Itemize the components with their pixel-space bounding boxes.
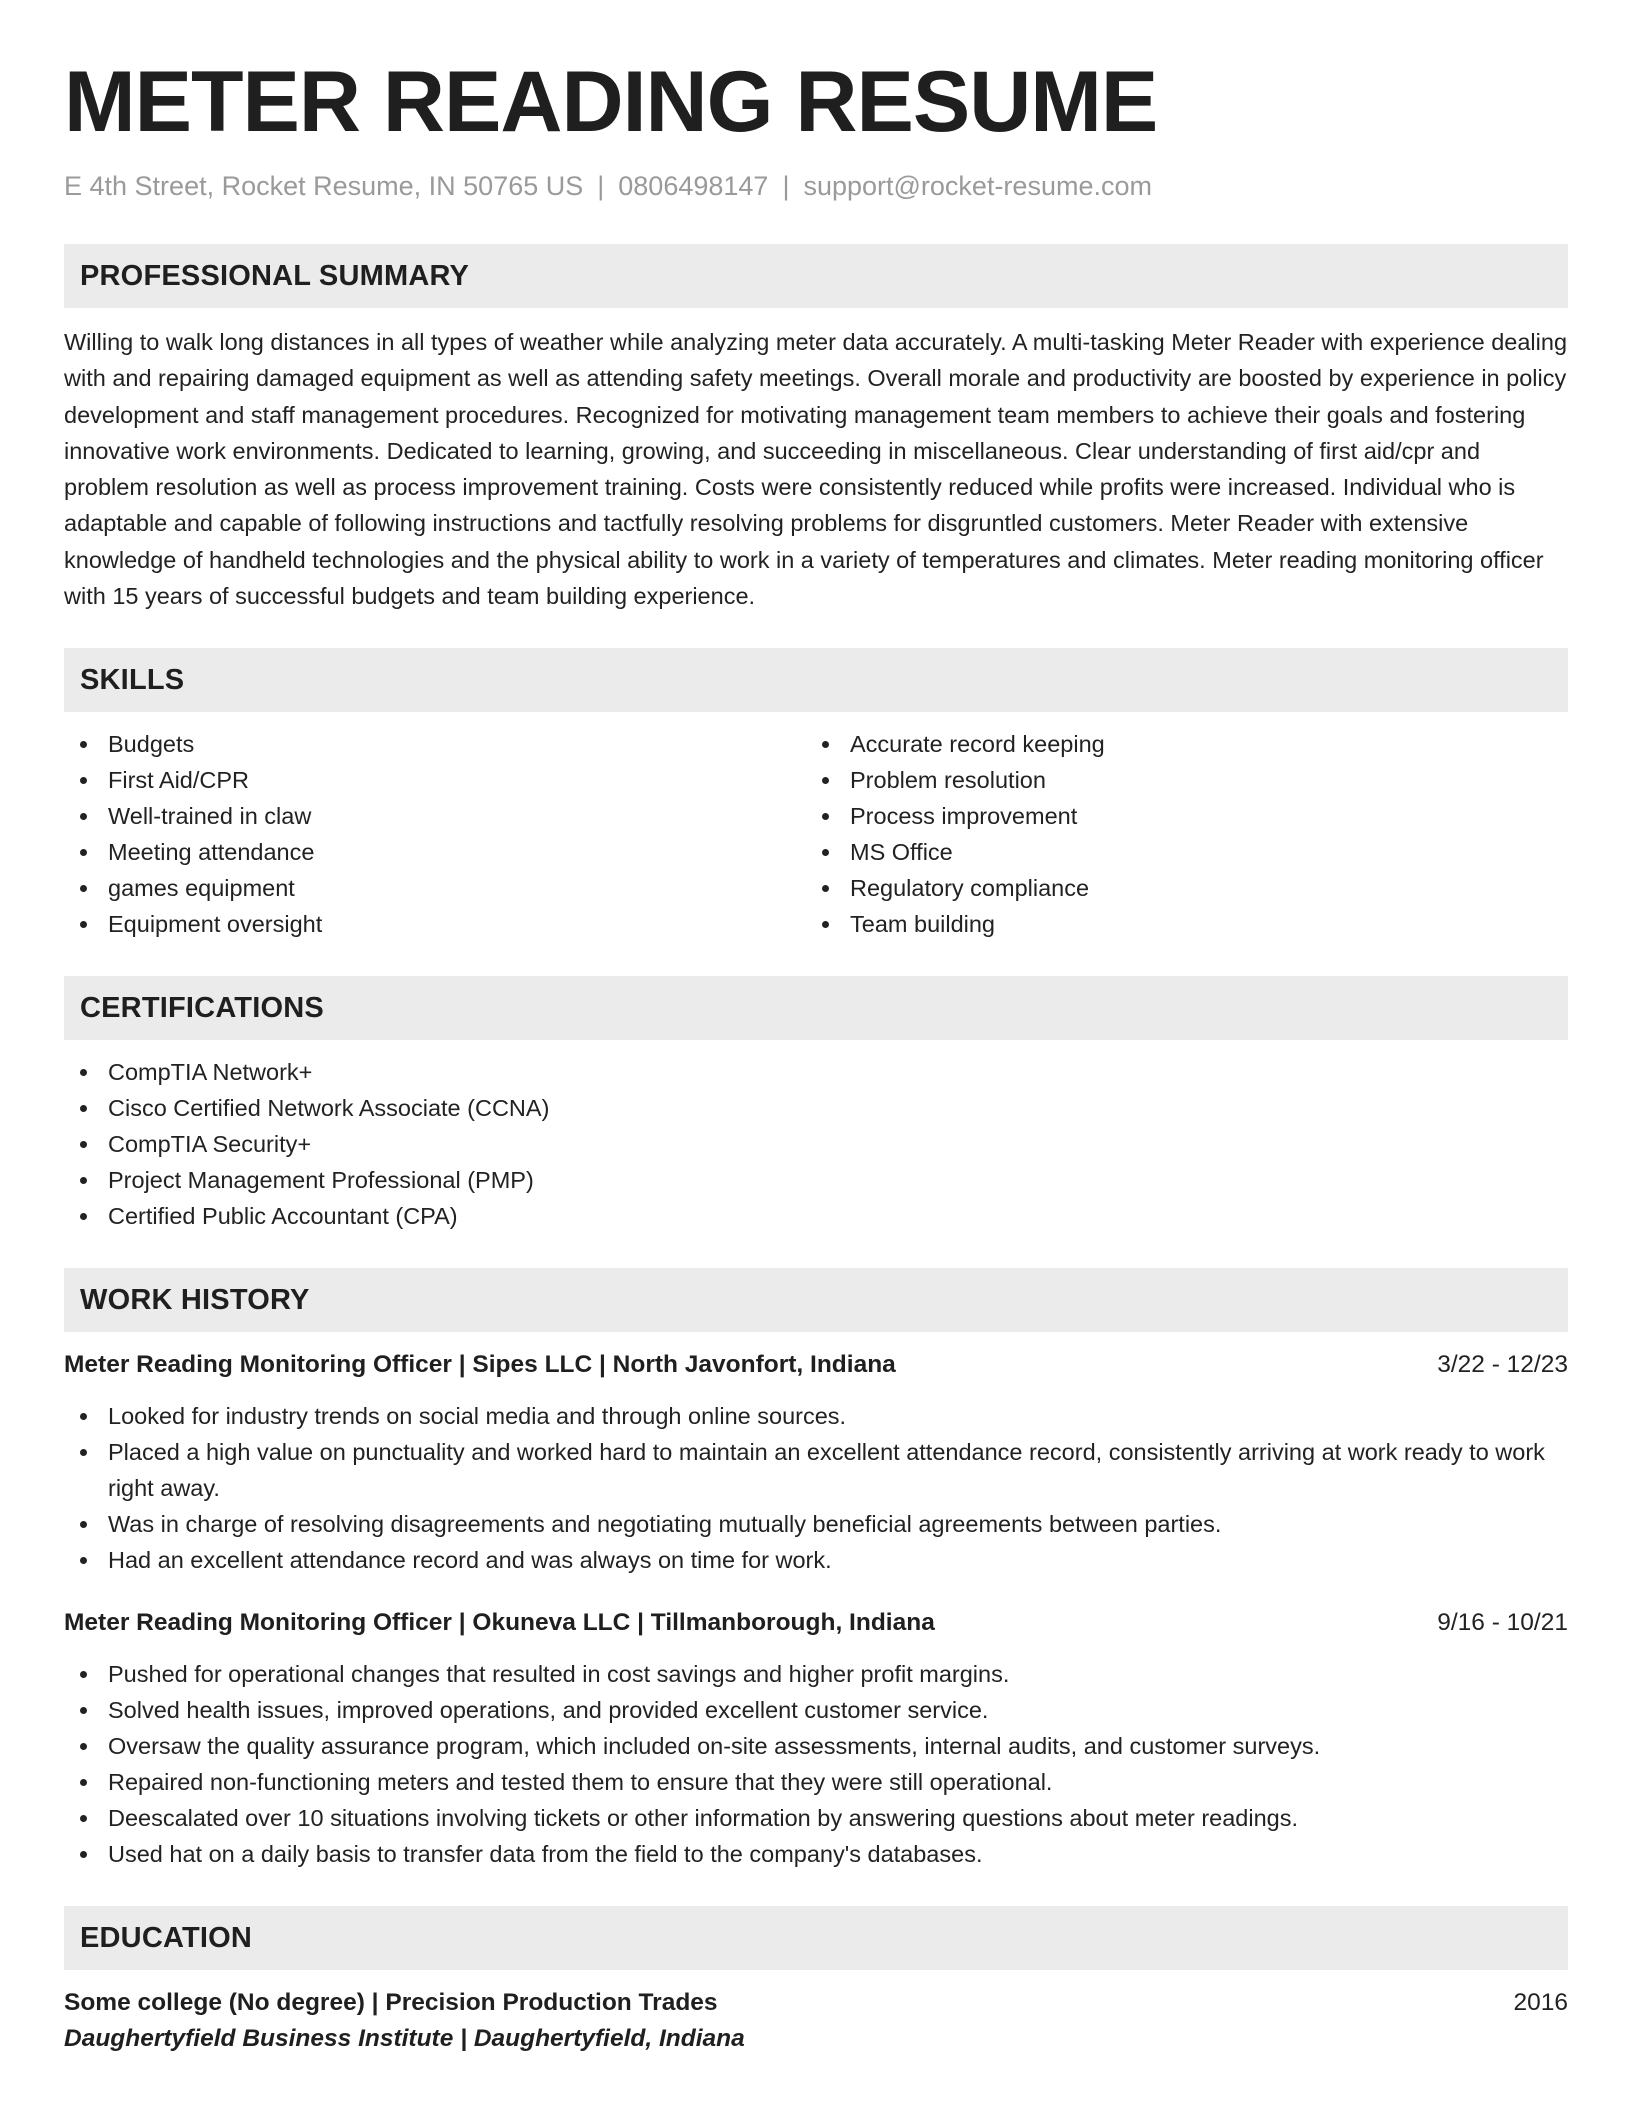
- education-school: Daughertyfield Business Institute | Daughertyfield, Indiana: [64, 2025, 745, 2053]
- certifications-heading: CERTIFICATIONS: [64, 976, 1568, 1040]
- education-section: [64, 1906, 1568, 2056]
- job-bullet: Placed a high value on punctuality and worked hard to maintain an excellent attendance record, consistently arriving at work ready to work right away.: [64, 1434, 1568, 1506]
- skill-item: MS Office: [806, 834, 1548, 870]
- job-title: Meter Reading Monitoring Officer | Okuneva LLC | Tillmanborough, Indiana: [64, 1609, 935, 1637]
- job-bullet: Was in charge of resolving disagreements and negotiating mutually beneficial agreements between parties.: [64, 1506, 1568, 1542]
- skill-item: Process improvement: [806, 798, 1548, 834]
- job-header: [64, 1346, 1568, 1384]
- summary-section: [64, 244, 1568, 614]
- contact-phone: 0806498147: [618, 171, 769, 201]
- education-degree: Some college (No degree) | Precision Production Trades: [64, 1989, 718, 2017]
- contact-line: [64, 168, 1568, 204]
- work-history-section: [64, 1268, 1568, 1872]
- contact-separator: |: [782, 171, 790, 201]
- contact-email: support@rocket-resume.com: [803, 171, 1152, 201]
- skills-section: [64, 648, 1568, 942]
- job-dates: 9/16 - 10/21: [1437, 1609, 1568, 1637]
- resume-title: METER READING RESUME: [64, 54, 1158, 150]
- summary-heading: PROFESSIONAL SUMMARY: [64, 244, 1568, 308]
- work-history-heading: WORK HISTORY: [64, 1268, 1568, 1332]
- job-bullet: Used hat on a daily basis to transfer data from the field to the company's databases.: [64, 1836, 1568, 1872]
- certification-item: CompTIA Security+: [64, 1126, 1568, 1162]
- job-bullet: Repaired non-functioning meters and tested them to ensure that they were still operational.: [64, 1764, 1568, 1800]
- skill-item: Accurate record keeping: [806, 726, 1548, 762]
- skill-item: Regulatory compliance: [806, 870, 1548, 906]
- certifications-list: [64, 1054, 1568, 1234]
- skill-item: First Aid/CPR: [64, 762, 806, 798]
- contact-address: E 4th Street, Rocket Resume, IN 50765 US: [64, 171, 584, 201]
- job-bullets: [64, 1398, 1568, 1578]
- job-header: [64, 1604, 1568, 1642]
- job-bullets: [64, 1656, 1568, 1872]
- certification-item: Cisco Certified Network Associate (CCNA): [64, 1090, 1568, 1126]
- job-bullet: Had an excellent attendance record and was always on time for work.: [64, 1542, 1568, 1578]
- summary-text: Willing to walk long distances in all types of weather while analyzing meter data accurately. A multi-tasking Meter Reader with experience dealing with and repairing damaged equipment as well as attending safety meetings. Overall morale and productivity are boosted by experience in policy development and staff management procedures. Recognized for motivating management team members to achieve their goals and fostering innovative work environments. Dedicated to learning, growing, and succeeding in miscellaneous. Clear understanding of first aid/cpr and problem resolution as well as process improvement training. Costs were consistently reduced while profits were increased. Individual who is adaptable and capable of following instructions and tactfully resolving problems for disgruntled customers. Meter Reader with extensive knowledge of handheld technologies and the physical ability to work in a variety of temperatures and climates. Meter reading monitoring officer with 15 years of successful budgets and team building experience.: [64, 329, 1568, 610]
- job-dates: 3/22 - 12/23: [1437, 1351, 1568, 1379]
- skills-list-left: [64, 726, 806, 942]
- job-bullet: Deescalated over 10 situations involving tickets or other information by answering questions about meter readings.: [64, 1800, 1568, 1836]
- contact-separator: |: [597, 171, 605, 201]
- education-entry: [64, 1984, 1568, 2056]
- education-header: [64, 1984, 1568, 2022]
- skill-item: Well-trained in claw: [64, 798, 806, 834]
- job-bullet: Oversaw the quality assurance program, which included on-site assessments, internal audits, and customer surveys.: [64, 1728, 1568, 1764]
- job-entry: [64, 1346, 1568, 1578]
- certification-item: Project Management Professional (PMP): [64, 1162, 1568, 1198]
- skills-list-right: [806, 726, 1548, 942]
- skill-item: Problem resolution: [806, 762, 1548, 798]
- skill-item: Equipment oversight: [64, 906, 806, 942]
- job-bullet: Looked for industry trends on social media and through online sources.: [64, 1398, 1568, 1434]
- education-heading: EDUCATION: [64, 1906, 1568, 1970]
- skills-grid: [64, 726, 1568, 942]
- skill-item: Team building: [806, 906, 1548, 942]
- skill-item: Budgets: [64, 726, 806, 762]
- job-bullet: Solved health issues, improved operations, and provided excellent customer service.: [64, 1692, 1568, 1728]
- skill-item: Meeting attendance: [64, 834, 806, 870]
- certifications-section: [64, 976, 1568, 1234]
- education-year: 2016: [1513, 1989, 1568, 2017]
- job-entry: [64, 1604, 1568, 1872]
- certification-item: CompTIA Network+: [64, 1054, 1568, 1090]
- skills-heading: SKILLS: [64, 648, 1568, 712]
- skill-item: games equipment: [64, 870, 806, 906]
- job-bullet: Pushed for operational changes that resulted in cost savings and higher profit margins.: [64, 1656, 1568, 1692]
- job-title: Meter Reading Monitoring Officer | Sipes LLC | North Javonfort, Indiana: [64, 1351, 896, 1379]
- certification-item: Certified Public Accountant (CPA): [64, 1198, 1568, 1234]
